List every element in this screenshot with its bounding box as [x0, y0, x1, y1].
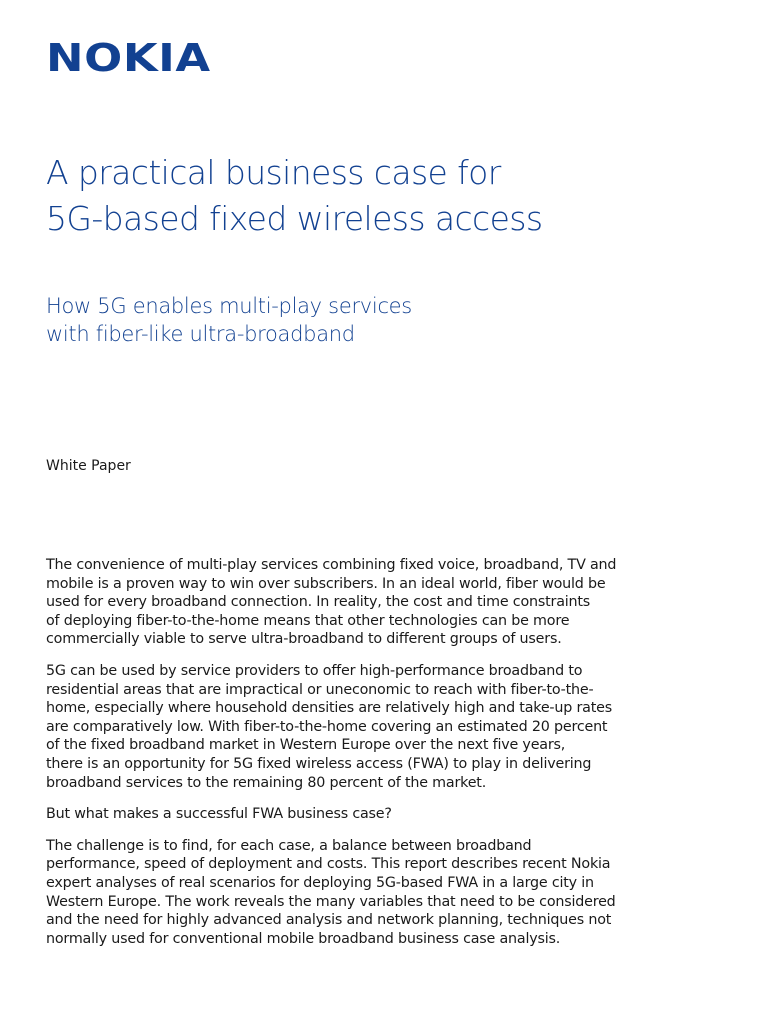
text-line: performance, speed of deployment and costs. This report describes recent Nokia [46, 856, 611, 873]
document-title [46, 150, 726, 242]
text-line: residential areas that are impractical or uneconomic to reach with fiber-to-the- [46, 681, 594, 698]
text-line: 5G can be used by service providers to offer high-performance broadband to [46, 662, 583, 679]
title-line: A practical business case for [46, 153, 501, 192]
text-line: there is an opportunity for 5G fixed wireless access (FWA) to play in delivering [46, 755, 592, 772]
paragraph-intro [46, 556, 746, 649]
text-line: commercially viable to serve ultra-broadband to different groups of users. [46, 631, 562, 648]
subtitle-line: How 5G enables multi-play services [46, 294, 412, 318]
text-line: of deploying fiber-to-the-home means that other technologies can be more [46, 612, 570, 629]
text-line: broadband services to the remaining 80 percent of the market. [46, 774, 487, 791]
document-subtitle [46, 292, 726, 348]
paragraph-question [46, 805, 746, 824]
text-line: normally used for conventional mobile broadband business case analysis. [46, 930, 561, 947]
text-line: and the need for highly advanced analysis and network planning, techniques not [46, 912, 612, 929]
text-line: used for every broadband connection. In reality, the cost and time constraints [46, 594, 591, 611]
subtitle-line: with fiber-like ultra-broadband [46, 322, 355, 346]
text-line: expert analyses of real scenarios for deploying 5G-based FWA in a large city in [46, 874, 594, 891]
nokia-logo: NOKIA [46, 36, 211, 80]
body-text [46, 556, 746, 961]
paragraph-5g-opportunity [46, 662, 746, 792]
document-type-label: White Paper [46, 458, 131, 474]
text-line: The convenience of multi-play services combining fixed voice, broadband, TV and [46, 557, 617, 573]
text-line: But what makes a successful FWA business case? [46, 806, 392, 823]
text-line: Western Europe. The work reveals the many variables that need to be considered [46, 893, 616, 910]
text-line: of the fixed broadband market in Western Europe over the next five years, [46, 737, 566, 754]
text-line: home, especially where household densities are relatively high and take-up rates [46, 700, 612, 717]
text-line: The challenge is to find, for each case, a balance between broadband [46, 837, 532, 854]
paragraph-challenge [46, 837, 746, 949]
text-line: mobile is a proven way to win over subscribers. In an ideal world, fiber would be [46, 575, 606, 592]
text-line: are comparatively low. With fiber-to-the-home covering an estimated 20 percent [46, 718, 608, 735]
title-line: 5G-based fixed wireless access [46, 199, 543, 238]
